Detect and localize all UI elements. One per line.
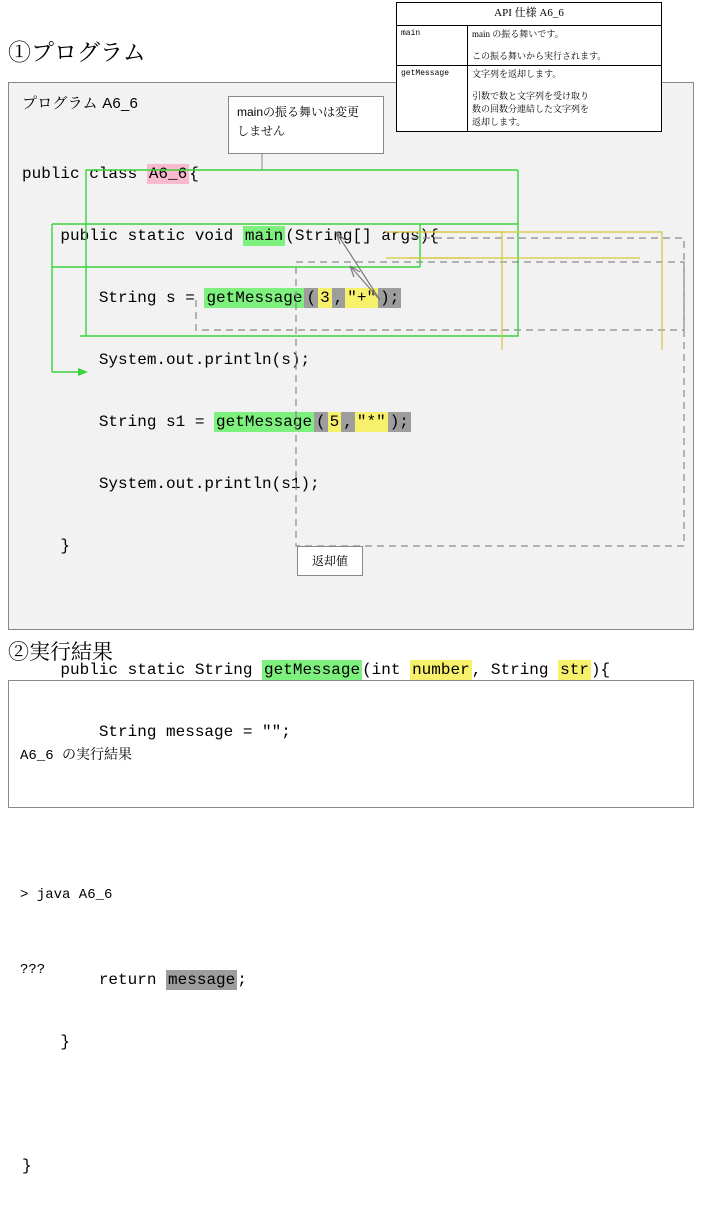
api-desc-line: 数の回数分連結した文字列を <box>472 104 590 115</box>
result-command: > java A6_6 <box>20 887 113 903</box>
api-desc-spacer <box>472 41 657 50</box>
code-token: (int <box>362 661 411 679</box>
code-indent <box>22 723 99 741</box>
callout-line: しません <box>237 123 286 138</box>
api-desc-spacer <box>472 81 657 90</box>
code-token: } <box>22 1157 32 1175</box>
code-token: System.out.println(s); <box>98 351 311 369</box>
code-token: ); <box>380 289 400 307</box>
code-token: public static void <box>60 227 243 245</box>
api-table-title-row <box>397 3 662 26</box>
code-token-arg-number: 5 <box>329 413 340 431</box>
code-token: public class <box>22 165 147 183</box>
code-token: } <box>60 1033 71 1051</box>
code-token-main: main <box>244 227 284 245</box>
code-line-9 <box>22 717 610 748</box>
code-line-3 <box>22 283 610 314</box>
result-title: A6_6 の実行結果 <box>20 748 133 764</box>
code-indent <box>22 661 60 679</box>
code-token: , <box>333 289 344 307</box>
page-title-result: ②実行結果 <box>8 641 113 664</box>
code-token: ( <box>306 289 317 307</box>
callout-line: mainの振る舞いは変更 <box>237 105 360 119</box>
code-indent <box>22 289 99 307</box>
callout-return-value: 返却値 <box>297 546 363 576</box>
api-method-desc-getmessage <box>468 66 662 132</box>
result-output: ??? <box>20 962 46 978</box>
code-token: ( <box>316 413 326 431</box>
code-line-6 <box>22 469 610 500</box>
api-desc-line: 引数で数と文字列を受け取り <box>472 91 590 102</box>
code-token-arg-string: "*" <box>356 413 386 431</box>
api-spec-table <box>396 2 662 132</box>
code-token: , String <box>471 661 559 679</box>
code-line-8 <box>22 655 610 686</box>
code-line-blank <box>22 841 610 872</box>
code-token-call-getmessage: getMessage <box>206 289 303 307</box>
code-token-param-number: number <box>412 661 470 679</box>
code-token: } <box>60 537 71 555</box>
code-indent <box>22 1033 60 1051</box>
api-table-row-getmessage <box>397 66 662 132</box>
page-title-program: ①プログラム <box>8 39 146 65</box>
code-token-call-getmessage: getMessage <box>216 413 313 431</box>
code-token: ; <box>237 971 247 989</box>
code-indent <box>22 971 99 989</box>
callout-main-note <box>228 96 384 154</box>
api-table-row-main <box>397 25 662 65</box>
code-token-param-str: str <box>560 661 589 679</box>
api-desc-line: main の振る舞いです。 <box>472 28 564 39</box>
api-desc-line: この振る舞いから実行されます。 <box>472 50 607 61</box>
code-token: (String[] args){ <box>285 227 439 245</box>
code-line-blank <box>22 593 610 624</box>
program-label: プログラム A6_6 <box>22 95 139 112</box>
code-token-return-var: message <box>168 971 236 989</box>
code-line-11 <box>22 1027 610 1058</box>
code-line-4 <box>22 345 610 376</box>
api-desc-line: 文字列を返却します。 <box>472 69 562 80</box>
code-line-blank <box>22 779 610 810</box>
code-token: String message = ""; <box>98 723 291 741</box>
code-indent <box>22 537 60 555</box>
code-token: public static String <box>60 661 263 679</box>
code-token: ); <box>389 413 409 431</box>
code-token: System.out.println(s1); <box>98 475 320 493</box>
api-method-name-getmessage: getMessage <box>397 66 468 132</box>
code-token: String s1 = <box>98 413 215 431</box>
api-method-desc-main <box>468 25 662 65</box>
code-line-12 <box>22 1151 610 1182</box>
api-method-name-main: main <box>397 25 468 65</box>
code-token-arg-string: "+" <box>347 289 377 307</box>
code-listing <box>22 128 610 1213</box>
code-line-10 <box>22 965 610 996</box>
code-line-blank <box>22 1089 610 1120</box>
code-line-2 <box>22 221 610 252</box>
code-token: , <box>343 413 353 431</box>
code-indent <box>22 227 60 245</box>
code-token: return <box>98 971 167 989</box>
code-indent <box>22 351 99 369</box>
code-indent <box>22 413 99 431</box>
code-token: String s = <box>98 289 205 307</box>
api-spec-title: API 仕様 A6_6 <box>397 3 662 26</box>
code-indent <box>22 475 99 493</box>
code-token: { <box>189 165 199 183</box>
code-token-method-getmessage: getMessage <box>264 661 361 679</box>
code-token-arg-number: 3 <box>320 289 330 307</box>
api-desc-line: 返却します。 <box>472 117 526 128</box>
code-token-class-name: A6_6 <box>148 165 188 183</box>
code-line-1 <box>22 159 610 190</box>
code-line-5 <box>22 407 610 438</box>
code-token: ){ <box>590 661 611 679</box>
code-line-blank <box>22 903 610 934</box>
